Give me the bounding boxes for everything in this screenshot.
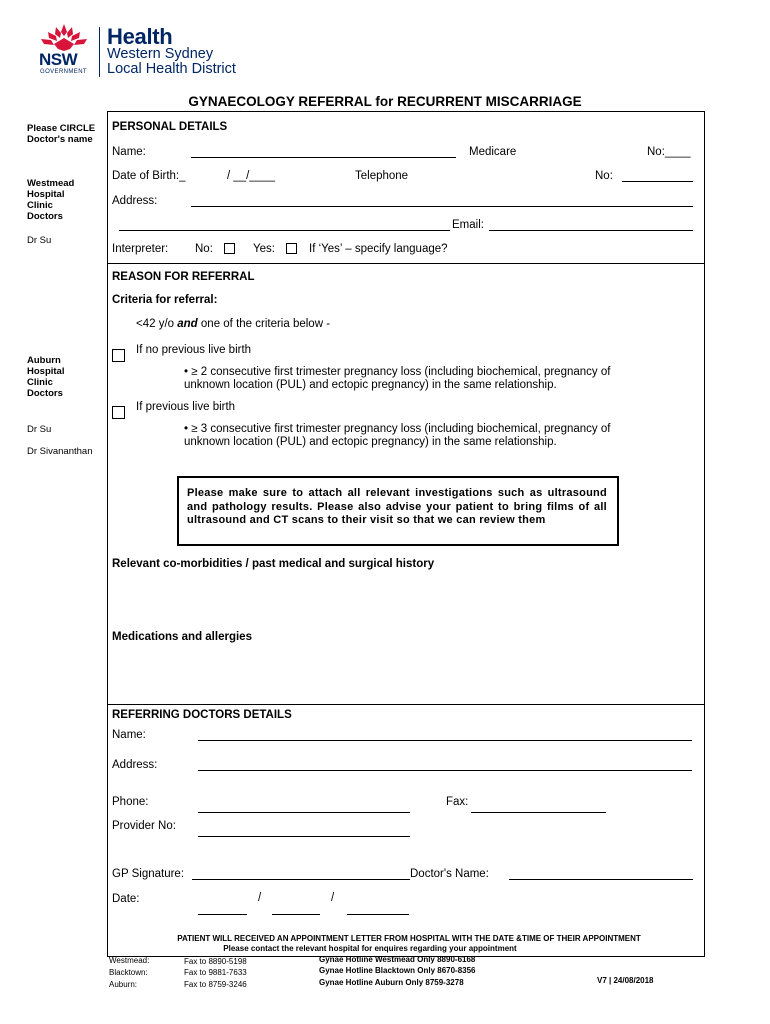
westmead-hotline: Gynae Hotline Westmead Only 8890-6168 xyxy=(319,955,476,964)
government-wordmark: GOVERNMENT xyxy=(40,69,88,75)
address-label: Address: xyxy=(112,195,158,207)
referrer-name-field[interactable] xyxy=(198,740,692,741)
district-line-1: Western Sydney xyxy=(107,46,214,62)
interpreter-yes-checkbox[interactable] xyxy=(286,243,297,254)
email-field[interactable] xyxy=(489,230,693,231)
no-previous-birth-detail-1: • ≥ 2 consecutive first trimester pregnancy loss (including biochemical, pregnancy of xyxy=(184,366,611,378)
contact-notice: Please contact the relevant hospital for enquires regarding your appointment xyxy=(223,944,517,953)
patient-name-label: Name: xyxy=(112,146,146,158)
westmead-label: Westmead: xyxy=(109,956,150,965)
blacktown-fax: Fax to 9881-7633 xyxy=(184,968,247,977)
auburn-line: Clinic xyxy=(27,377,53,388)
gp-signature-label: GP Signature: xyxy=(112,868,185,880)
age-and: and xyxy=(177,318,198,330)
age-criterion xyxy=(136,318,330,330)
medicare-label: Medicare xyxy=(469,146,517,158)
westmead-line: Clinic xyxy=(27,200,53,211)
referrer-phone-field[interactable] xyxy=(198,812,410,813)
waratah-logo-icon xyxy=(36,22,92,52)
auburn-hotline: Gynae Hotline Auburn Only 8759-3278 xyxy=(319,978,464,987)
nsw-wordmark: NSW xyxy=(39,50,78,69)
auburn-line: Auburn xyxy=(27,355,61,366)
telephone-label: Telephone xyxy=(355,170,409,182)
instruction-line: Doctor's name xyxy=(27,134,93,145)
interpreter-label: Interpreter: xyxy=(112,243,169,255)
blacktown-hotline: Gynae Hotline Blacktown Only 8670-8356 xyxy=(319,966,476,975)
previous-birth-label: If previous live birth xyxy=(136,401,236,413)
health-wordmark: Health xyxy=(107,24,173,49)
referrer-address-field[interactable] xyxy=(198,770,692,771)
previous-birth-checkbox[interactable] xyxy=(112,406,125,419)
referrer-fax-field[interactable] xyxy=(471,812,606,813)
interpreter-language-label: If ‘Yes’ – specify language? xyxy=(309,243,448,255)
telephone-field[interactable] xyxy=(622,181,693,182)
medications-label: Medications and allergies xyxy=(112,631,252,643)
criteria-label: Criteria for referral: xyxy=(112,294,218,306)
provider-no-field[interactable] xyxy=(198,836,410,837)
provider-no-label: Provider No: xyxy=(112,820,176,832)
telephone-no-label: No: xyxy=(595,170,613,182)
date-month-field[interactable] xyxy=(272,914,320,915)
blacktown-label: Blacktown: xyxy=(109,968,148,977)
auburn-fax: Fax to 8759-3246 xyxy=(184,980,247,989)
gp-signature-field[interactable] xyxy=(192,879,410,880)
dob-label: Date of Birth:_ xyxy=(112,170,186,182)
auburn-line: Hospital xyxy=(27,366,65,377)
address-field-line-1[interactable] xyxy=(191,206,693,207)
district-line-2: Local Health District xyxy=(107,61,236,77)
referrer-name-label: Name: xyxy=(112,729,146,741)
date-label: Date: xyxy=(112,893,140,905)
medicare-no-field[interactable]: No:____ xyxy=(647,146,691,158)
date-day-field[interactable] xyxy=(198,914,247,915)
auburn-doctor-sivananthan[interactable]: Dr Sivananthan xyxy=(27,446,93,457)
email-label: Email: xyxy=(452,219,484,231)
interpreter-no-checkbox[interactable] xyxy=(224,243,235,254)
section-divider xyxy=(107,704,705,705)
referrer-fax-label: Fax: xyxy=(446,796,469,808)
no-previous-birth-label: If no previous live birth xyxy=(136,344,252,356)
age-text: <42 y/o xyxy=(136,318,178,330)
date-year-field[interactable] xyxy=(347,914,409,915)
referrer-phone-label: Phone: xyxy=(112,796,149,808)
auburn-line: Doctors xyxy=(27,388,63,399)
personal-details-heading: PERSONAL DETAILS xyxy=(112,121,228,133)
version-label: V7 | 24/08/2018 xyxy=(597,976,654,985)
previous-birth-detail-2: unknown location (PUL) and ectopic pregnancy) in the same relationship. xyxy=(184,436,557,448)
auburn-doctor-su[interactable]: Dr Su xyxy=(27,424,52,435)
instruction-line: Please CIRCLE xyxy=(27,123,96,134)
comorbidities-label: Relevant co-morbidities / past medical and surgical history xyxy=(112,558,435,570)
appointment-notice: PATIENT WILL RECEIVED AN APPOINTMENT LETTER FROM HOSPITAL WITH THE DATE &TIME OF THEIR APPOINTMENT xyxy=(177,934,641,943)
district-name xyxy=(107,47,236,77)
westmead-line: Westmead xyxy=(27,178,75,189)
westmead-line: Hospital xyxy=(27,189,65,200)
reason-heading: REASON FOR REFERRAL xyxy=(112,271,255,283)
investigations-notice: Please make sure to attach all relevant investigations such as ultrasound and pathology results. Please also advise your patient to bring films of all ultrasound and CT scans to their visit so that we can review them xyxy=(177,476,619,546)
patient-name-field[interactable] xyxy=(191,157,456,158)
auburn-heading xyxy=(27,355,64,399)
referring-heading: REFERRING DOCTORS DETAILS xyxy=(112,709,292,721)
address-field-line-2[interactable] xyxy=(119,230,450,231)
referrer-address-label: Address: xyxy=(112,759,158,771)
page-title: GYNAECOLOGY REFERRAL for RECURRENT MISCARRIAGE xyxy=(188,94,582,109)
no-previous-birth-detail-2: unknown location (PUL) and ectopic pregnancy) in the same relationship. xyxy=(184,379,557,391)
westmead-fax: Fax to 8890-5198 xyxy=(184,957,247,966)
westmead-heading xyxy=(27,178,74,222)
interpreter-no-label: No: xyxy=(195,243,213,255)
doctor-name-label: Doctor's Name: xyxy=(410,868,489,880)
doctor-name-field[interactable] xyxy=(509,879,693,880)
auburn-label: Auburn: xyxy=(109,980,138,989)
section-divider xyxy=(107,263,705,264)
interpreter-yes-label: Yes: xyxy=(253,243,275,255)
no-previous-birth-checkbox[interactable] xyxy=(112,349,125,362)
previous-birth-detail-1: • ≥ 3 consecutive first trimester pregnancy loss (including biochemical, pregnancy of xyxy=(184,423,611,435)
westmead-doctor-su[interactable]: Dr Su xyxy=(27,235,52,246)
dob-field[interactable]: / __/____ xyxy=(227,170,275,182)
age-text-tail: one of the criteria below - xyxy=(197,318,331,330)
westmead-line: Doctors xyxy=(27,211,63,222)
date-slash: / xyxy=(258,892,262,904)
date-slash: / xyxy=(331,892,335,904)
circle-instruction xyxy=(27,123,95,145)
logo-divider xyxy=(99,27,100,77)
